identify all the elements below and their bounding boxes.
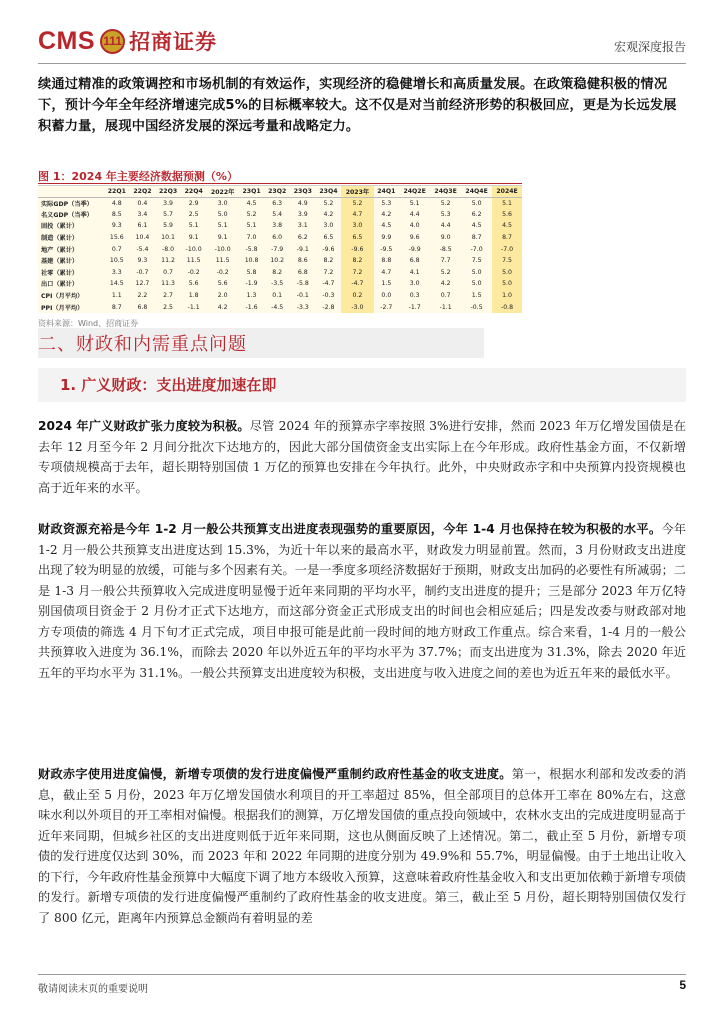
- report-type: 宏观深度报告: [613, 40, 686, 54]
- table-cell: 8.8: [381, 257, 392, 265]
- table-cell: 5.0: [471, 199, 482, 207]
- subsection-heading: [38, 368, 686, 402]
- paragraph-2: [38, 519, 686, 683]
- table-cell: 8.2: [323, 257, 334, 265]
- table-cell: 4.2: [381, 210, 392, 218]
- table-row: [38, 243, 522, 255]
- table-cell: 5.0: [217, 210, 228, 218]
- table-cell: 5.2: [323, 199, 334, 207]
- table-header-cell: 24Q1: [377, 187, 396, 195]
- table-header-cell: 24Q3E: [434, 187, 457, 195]
- table-cell: 0.7: [111, 245, 122, 253]
- table-row-label: 实际GDP（当季）: [41, 200, 93, 208]
- table-header-row: [38, 186, 522, 197]
- table-cell: -5.4: [136, 245, 149, 253]
- table-row-label: 制造（累计）: [41, 235, 79, 243]
- footer-divider: [38, 974, 686, 975]
- table-cell: -7.0: [492, 243, 522, 255]
- table-cell: 5.1: [188, 222, 199, 230]
- table-cell: 6.8: [297, 268, 308, 276]
- table-cell: 11.3: [161, 280, 175, 288]
- table-cell: -2.8: [322, 303, 335, 311]
- table-cell: 5.6: [188, 280, 199, 288]
- table-cell: -4.7: [322, 280, 335, 288]
- table-cell: 2.5: [188, 210, 199, 218]
- table-cell: 6.0: [272, 234, 283, 242]
- table-cell: 3.0: [323, 222, 334, 230]
- table-cell: 6.8: [137, 303, 148, 311]
- table-cell: 6.3: [272, 199, 283, 207]
- section-heading: [38, 328, 484, 358]
- table-cell: 4.5: [471, 222, 482, 230]
- table-row-label: PPI（月平均）: [41, 304, 84, 312]
- table-cell: 3.0: [341, 220, 373, 232]
- table-cell: 5.4: [272, 210, 283, 218]
- table-cell: 6.2: [471, 210, 482, 218]
- page-header: [38, 22, 686, 62]
- table-cell: -9.1: [296, 245, 309, 253]
- table-cell: 0.0: [381, 292, 392, 300]
- table-cell: 10.4: [135, 234, 150, 242]
- table-row-label: 地产（累计）: [41, 246, 79, 254]
- table-cell: 0.7: [163, 268, 173, 276]
- table-cell: 4.2: [217, 303, 228, 311]
- logo-chinese: 招商证券: [129, 30, 218, 54]
- table-cell: 4.4: [409, 210, 420, 218]
- table-cell: -10.0: [214, 245, 231, 253]
- table-row-label: 社零（累计）: [41, 269, 79, 277]
- table-cell: -1.1: [187, 303, 200, 311]
- table-header-cell: 23Q2: [268, 187, 287, 195]
- table-cell: -4.5: [271, 303, 284, 311]
- table-cell: 4.9: [297, 199, 308, 207]
- table-cell: 7.0: [246, 234, 257, 242]
- table-cell: 9.0: [440, 234, 451, 242]
- table-cell: 6.5: [323, 234, 334, 242]
- table-cell: 4.7: [381, 268, 392, 276]
- table-cell: 2.7: [163, 292, 173, 300]
- table-cell: 8.2: [272, 268, 283, 276]
- table-row-label: 名义GDP（当季）: [41, 211, 93, 219]
- table-row: [38, 255, 522, 267]
- table-cell: 5.3: [440, 210, 451, 218]
- table-cell: -1.6: [245, 303, 258, 311]
- table-cell: -0.1: [296, 292, 309, 300]
- table-header-cell: 24Q2E: [403, 187, 426, 195]
- table-cell: 2.2: [137, 292, 148, 300]
- table-header-cell: 22Q4: [184, 187, 203, 195]
- table-cell: 4.0: [409, 222, 420, 230]
- table-cell: -0.5: [470, 303, 483, 311]
- table-cell: 5.0: [492, 278, 522, 290]
- table-cell: 6.2: [297, 234, 308, 242]
- table-cell: 0.2: [341, 290, 373, 302]
- paragraph-2-lead: 财政资源充裕是今年 1-2 月一般公共预算支出进度表现强势的重要原因，今年 1-4 月也保持在较为积极的水平。: [38, 522, 662, 536]
- table-cell: 4.1: [409, 268, 420, 276]
- table-cell: 2.5: [163, 303, 173, 311]
- table-row: [38, 197, 522, 209]
- table-row: [38, 209, 522, 221]
- logo-latin: CMS: [38, 26, 96, 55]
- table-header-cell: 24Q4E: [465, 187, 488, 195]
- subsection-title: 1. 广义财政：支出进度加速在即: [60, 376, 277, 394]
- table-row: [38, 290, 522, 302]
- paragraph-3-body: 第一，根据水利部和发改委的消息，截止至 5 月份，2023 年万亿增发国债水利项目的开工率超过 85%，但全部项目的总体开工率在 80%左右，这意味水利以外项目的开工率相对偏慢。根据我们的测算，万亿增发国债的重点投向领域中，农林水支出的完成进度明显高于近年来同期，但城乡社区的支出进度则低于近年来同期，这也从侧面反映了上述情况。第二，截止至 5 月份，新增专项债的发行进度仅达到 30%，而 2023 年和 2022 年同期的进度分别为 49.9%和 55.7%，明显偏慢。由于土地出让收入的下行，今年政府性基金预算中大幅度下调了地方本级收入预算，这意味着政府性基金收入和支出更加依赖于新增专项债的发行。新增专项债的发行进度偏慢严重制约了政府性基金的收支进度。第三，截止至 5 月份，超长期特别国债仅发行了 800 亿元，距离年内预算总金额尚有着明显的差: [38, 767, 687, 925]
- table-cell: 9.1: [217, 234, 228, 242]
- table-cell: 11.2: [161, 257, 175, 265]
- table-cell: 7.5: [492, 255, 522, 267]
- table-cell: 8.2: [341, 255, 373, 267]
- table-cell: 8.5: [111, 210, 122, 218]
- table-cell: 4.2: [323, 210, 334, 218]
- paragraph-2-body: 今年 1-2 月一般公共预算支出进度达到 15.3%，为近十年以来的最高水平，财政发力明显前置。然而，3 月份财政支出进度出现了较为明显的放缓，可能与多个因素有关。一是一季度多项经济数据好于预期，财政支出加码的必要性有所减弱；二是 1-3 月一般公共预算收入完成进度明显慢于近年来同期的平均水平，制约支出进度的提升；三是部分 2023 年万亿特别国债项目资金于 2 月份才正式下达地方，而这部分资金正式形成支出的时间也会相应延后；四是发改委与财政部对地方专项债的筛选 4 月下旬才正式完成，项目申报可能是此前一段时间的地方财政工作重点。综合来看，1-4 月的一般公共预算收入进度为 36.1%，而除去 2020 年以外近五年的平均水平为 37.7%；而支出进度为 31.3%，除去 2020 年近五年的平均水平为 31.1%。一般公共预算支出进度较为积极，支出进度与收入进度之间的差也为近五年来的最低水平。: [38, 522, 687, 680]
- table-cell: -0.3: [322, 292, 335, 300]
- table-cell: 3.9: [163, 199, 173, 207]
- table-cell: 11.5: [186, 257, 201, 265]
- table-cell: -1.9: [245, 280, 258, 288]
- table-cell: 4.5: [381, 222, 392, 230]
- table-row-label: 出口（累计）: [41, 281, 79, 289]
- table-cell: 1.0: [492, 290, 522, 302]
- logo-emblem-icon: 111: [100, 29, 125, 54]
- table-cell: 5.1: [492, 197, 522, 209]
- table-row: [38, 232, 522, 244]
- table-cell: 5.9: [163, 222, 173, 230]
- table-cell: 0.7: [440, 292, 451, 300]
- table-cell: -4.7: [341, 278, 373, 290]
- table-header-cell: 23Q3: [293, 187, 312, 195]
- table-cell: 1.3: [246, 292, 257, 300]
- table-cell: 14.5: [109, 280, 124, 288]
- table-cell: 1.1: [111, 292, 122, 300]
- table-cell: 10.8: [244, 257, 259, 265]
- table-cell: 8.6: [297, 257, 308, 265]
- table-cell: 3.8: [272, 222, 283, 230]
- table-cell: 4.4: [440, 222, 451, 230]
- table-cell: -0.2: [216, 268, 229, 276]
- table-cell: 5.8: [246, 268, 257, 276]
- table-cell: 6.1: [137, 222, 148, 230]
- table-cell: 5.1: [246, 222, 257, 230]
- table-header-cell: 23Q4: [319, 187, 338, 195]
- table-cell: 5.7: [163, 210, 173, 218]
- table-cell: 5.0: [492, 267, 522, 279]
- table-cell: -10.0: [185, 245, 202, 253]
- table-cell: 3.1: [297, 222, 308, 230]
- table-cell: 5.0: [471, 280, 482, 288]
- table-cell: -9.6: [322, 245, 335, 253]
- table-cell: 4.5: [246, 199, 257, 207]
- header-divider: [38, 63, 686, 64]
- table-cell: -7.0: [470, 245, 483, 253]
- table-cell: 4.7: [341, 209, 373, 221]
- table-cell: 4.8: [111, 199, 122, 207]
- table-cell: -2.7: [380, 303, 393, 311]
- table-cell: 3.0: [217, 199, 228, 207]
- table-cell: -3.5: [271, 280, 284, 288]
- table-header-cell: 22Q3: [158, 187, 178, 195]
- figure-source: 资料来源：Wind、招商证券: [38, 319, 139, 328]
- table-cell: 0.3: [409, 292, 420, 300]
- section-title: 二、财政和内需重点问题: [38, 334, 247, 355]
- table-cell: 7.7: [440, 257, 451, 265]
- table-row-label: 基建（累计）: [41, 258, 79, 266]
- table-cell: 10.1: [161, 234, 175, 242]
- table-cell: 12.7: [135, 280, 150, 288]
- table-cell: 5.2: [341, 197, 373, 209]
- paragraph-1-body: 尽管 2024 年的预算赤字率按照 3%进行安排，然而 2023 年万亿增发国债是在去年 12 月至今年 2 月间分批次下达地方的，因此大部分国债资金支出实际上在今年形成。政府性基金方面，不仅新增专项债规模高于去年，超长期特别国债 1 万亿的预算也安排在今年执行。此外，中央财政赤字和中央预算内投资规模也高于近年来的水平。: [38, 419, 686, 495]
- table-cell: 5.3: [381, 199, 392, 207]
- table-cell: -5.8: [296, 280, 309, 288]
- table-cell: 1.5: [471, 292, 482, 300]
- figure-title: 图 1：2024 年主要经济数据预测（%）: [38, 170, 238, 183]
- table-header-cell: 2024E: [492, 186, 522, 197]
- table-cell: -3.3: [296, 303, 309, 311]
- table-cell: 8.7: [471, 234, 482, 242]
- table-cell: 5.0: [471, 268, 482, 276]
- forecast-table-container: [38, 185, 522, 313]
- table-cell: -7.9: [271, 245, 284, 253]
- table-row-label: 固投（累计）: [41, 223, 79, 231]
- footer-disclaimer: 敬请阅读末页的重要说明: [38, 984, 148, 995]
- cms-logo: [38, 24, 217, 58]
- table-cell: 9.1: [188, 234, 199, 242]
- table-cell: -9.9: [408, 245, 421, 253]
- table-cell: -0.7: [136, 268, 149, 276]
- table-cell: 9.3: [111, 222, 122, 230]
- forecast-table: [38, 186, 522, 313]
- table-cell: 6.5: [341, 232, 373, 244]
- table-cell: 5.2: [440, 199, 451, 207]
- table-cell: 5.6: [217, 280, 228, 288]
- table-cell: 8.7: [492, 232, 522, 244]
- table-cell: -9.5: [380, 245, 393, 253]
- table-cell: 4.5: [492, 220, 522, 232]
- table-cell: 7.5: [471, 257, 482, 265]
- table-row: [38, 220, 522, 232]
- table-cell: -0.2: [187, 268, 200, 276]
- table-cell: -8.0: [162, 245, 175, 253]
- table-cell: 2.9: [188, 199, 199, 207]
- table-cell: 0.4: [137, 199, 148, 207]
- table-cell: 9.9: [381, 234, 392, 242]
- table-header-cell: 23Q1: [242, 187, 261, 195]
- table-header-cell: 22Q1: [107, 187, 126, 195]
- table-header-cell: 22Q2: [133, 187, 152, 195]
- table-cell: 7.2: [341, 267, 373, 279]
- table-cell: 1.5: [381, 280, 392, 288]
- table-row: [38, 301, 522, 313]
- table-cell: -8.5: [439, 245, 452, 253]
- table-cell: 3.4: [137, 210, 148, 218]
- table-cell: -1.7: [408, 303, 421, 311]
- table-row: [38, 267, 522, 279]
- table-cell: 8.7: [111, 303, 122, 311]
- table-cell: -3.0: [341, 301, 373, 313]
- table-cell: 7.2: [323, 268, 334, 276]
- figure-title-rule: [38, 183, 522, 184]
- table-cell: 3.9: [297, 210, 308, 218]
- table-header-corner: [38, 186, 104, 197]
- table-cell: -5.8: [245, 245, 258, 253]
- paragraph-1-lead: 2024 年广义财政扩张力度较为积极。: [38, 419, 250, 433]
- page-number: 5: [679, 978, 686, 992]
- table-cell: 5.2: [440, 268, 451, 276]
- paragraph-1: [38, 416, 686, 498]
- table-row-label: CPI（月平均）: [41, 293, 84, 301]
- table-cell: 5.1: [217, 222, 228, 230]
- table-cell: 10.5: [109, 257, 124, 265]
- table-row: [38, 278, 522, 290]
- table-cell: 9.3: [137, 257, 148, 265]
- table-cell: 0.1: [272, 292, 283, 300]
- table-body: [38, 197, 522, 313]
- table-cell: -1.1: [439, 303, 452, 311]
- table-cell: 9.6: [409, 234, 420, 242]
- paragraph-3-lead: 财政赤字使用进度偏慢，新增专项债的发行进度偏慢严重制约政府性基金的收支进度。: [38, 767, 512, 781]
- intro-paragraph: 续通过精准的政策调控和市场机制的有效运作，实现经济的稳健增长和高质量发展。在政策稳健积极的情况下，预计今年全年经济增速完成5%的目标概率较大。这不仅是对当前经济形势的积极回应，更是为长远发展积蓄力量，展现中国经济发展的深远考量和战略定力。: [38, 77, 677, 134]
- table-cell: 4.2: [440, 280, 451, 288]
- table-cell: -9.6: [341, 243, 373, 255]
- table-cell: 5.2: [246, 210, 257, 218]
- table-cell: 1.8: [188, 292, 199, 300]
- table-header-cell: 2022年: [210, 188, 235, 196]
- table-cell: 3.3: [111, 268, 122, 276]
- table-cell: 5.6: [492, 209, 522, 221]
- paragraph-3: [38, 764, 686, 928]
- table-cell: 11.5: [215, 257, 230, 265]
- table-cell: 6.8: [409, 257, 420, 265]
- table-cell: 5.1: [409, 199, 420, 207]
- table-header-cell: 2023年: [341, 186, 373, 197]
- table-cell: -0.8: [492, 301, 522, 313]
- table-cell: 10.2: [270, 257, 285, 265]
- table-cell: 15.6: [109, 234, 124, 242]
- table-cell: 3.0: [409, 280, 420, 288]
- table-cell: 2.0: [217, 292, 228, 300]
